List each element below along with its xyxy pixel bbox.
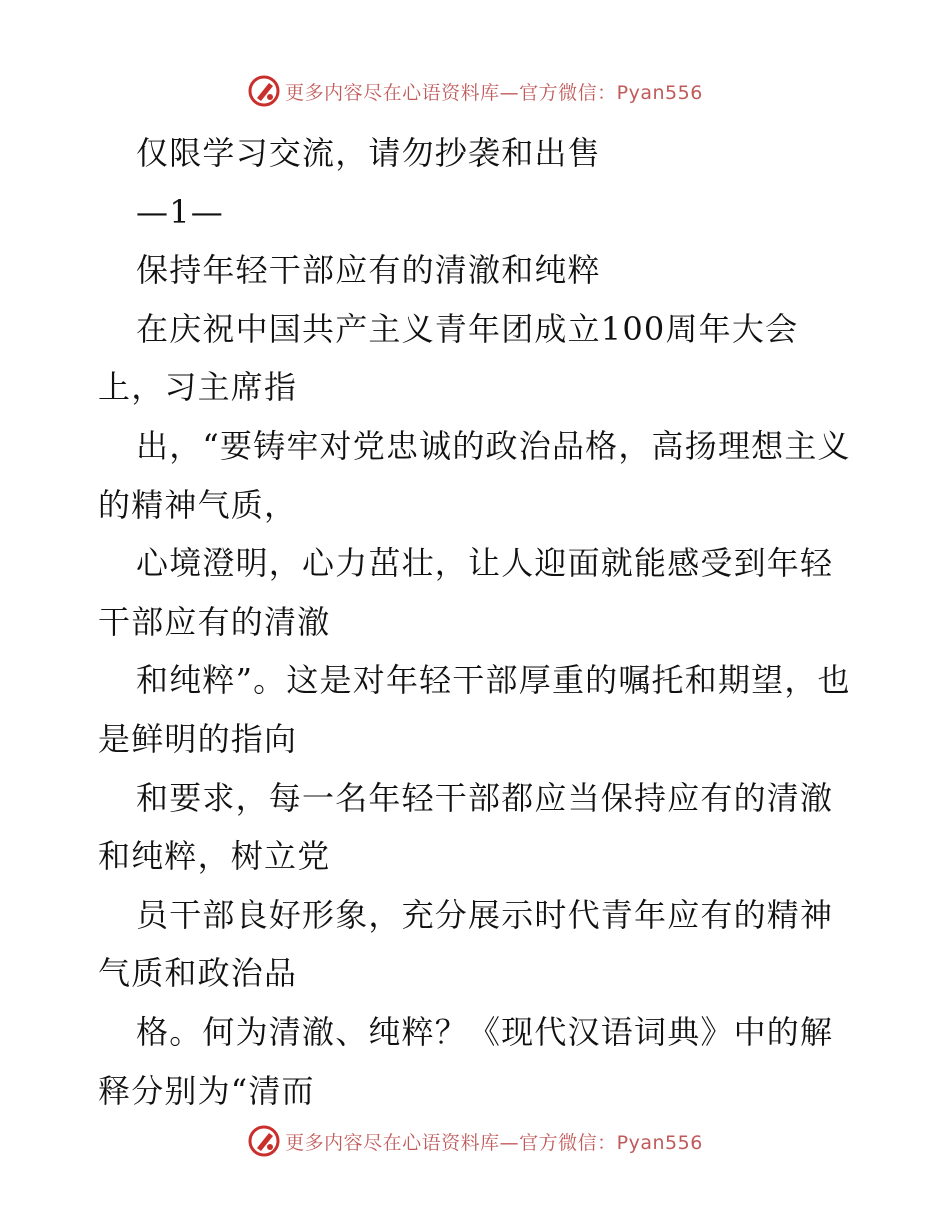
footer-banner-text: 更多内容尽在心语资料库—官方微信：Pyan556: [285, 1131, 703, 1154]
paragraph-line: 和要求，每一名年轻干部都应当保持应有的清澈和纯粹，树立党: [98, 778, 834, 876]
header-banner-text: 更多内容尽在心语资料库—官方微信：Pyan556: [285, 81, 703, 104]
header-watermark-banner: [0, 71, 950, 111]
paragraph-line: 在庆祝中国共产主义青年团成立100周年大会上，习主席指: [98, 309, 799, 407]
document-body: [98, 124, 858, 1120]
document-line: 仅限学习交流，请勿抄袭和出售: [136, 134, 601, 172]
footer-watermark-banner: [0, 1121, 950, 1161]
paragraph-line: 和纯粹”。这是对年轻干部厚重的嘱托和期望，也是鲜明的指向: [98, 661, 851, 758]
logo-icon: [247, 74, 281, 108]
article-title: 保持年轻干部应有的清澈和纯粹: [136, 251, 601, 290]
page-number: —1—: [136, 192, 224, 231]
paragraph-line: 格。何为清澈、纯粹？《现代汉语词典》中的解释分别为“清而: [98, 1012, 834, 1110]
paragraph-line: 员干部良好形象，充分展示时代青年应有的精神气质和政治品: [98, 895, 834, 993]
paragraph-line: 心境澄明，心力茁壮，让人迎面就能感受到年轻干部应有的清澈: [98, 544, 834, 641]
paragraph-line: 出，“要铸牢对党忠诚的政治品格，高扬理想主义的精神气质，: [98, 426, 851, 524]
logo-icon: [247, 1124, 281, 1158]
